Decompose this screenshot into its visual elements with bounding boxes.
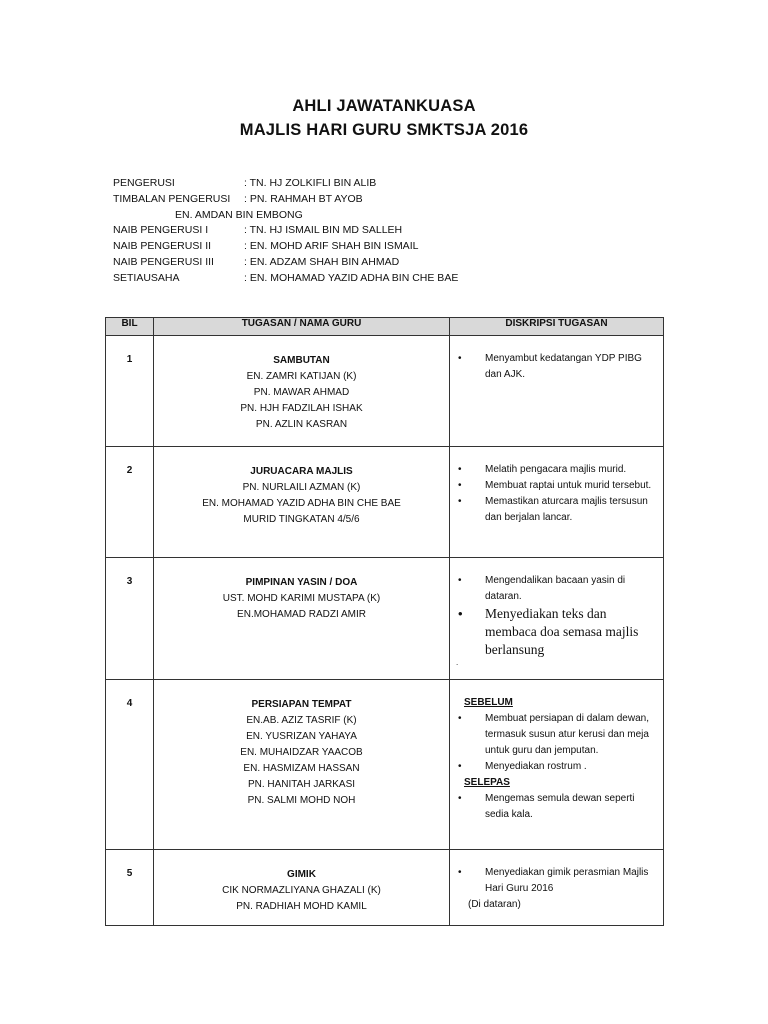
officer-name: : EN. MOHD ARIF SHAH BIN ISMAIL (244, 240, 419, 253)
description-bullet (456, 711, 659, 759)
bullet-icon: • (458, 496, 462, 507)
bullet-text: Menyediakan gimik perasmian Majlis Hari Guru 2016 (485, 867, 649, 894)
teacher-name: PN. RADHIAH MOHD KAMIL (236, 901, 367, 912)
row-number: 3 (106, 558, 154, 680)
row-number: 4 (106, 680, 154, 850)
teacher-name: EN.AB. AZIZ TASRIF (K) (246, 715, 357, 726)
trailing-mark: . (456, 658, 459, 667)
task-title: JURUACARA MAJLIS (250, 466, 353, 477)
bullet-icon: • (458, 761, 462, 772)
teacher-name: PN. NURLAILI AZMAN (K) (242, 482, 361, 493)
bullet-text: Membuat persiapan di dalam dewan, termasuk susun atur kerusi dan meja untuk guru dan jemputan. (485, 713, 649, 756)
description-cell (450, 447, 664, 558)
officer-list (113, 176, 458, 287)
description-bullet (456, 605, 659, 659)
officer-role: TIMBALAN PENGERUSI (113, 192, 231, 205)
task-cell (154, 447, 450, 558)
teacher-name: EN.MOHAMAD RADZI AMIR (237, 609, 366, 620)
officer-role: NAIB PENGERUSI II (113, 240, 212, 253)
officer-name: : EN. ADZAM SHAH BIN AHMAD (244, 255, 400, 268)
section-heading-before: SEBELUM (464, 697, 513, 708)
task-cell (154, 558, 450, 680)
officer-name: : TN. HJ ZOLKIFLI BIN ALIB (244, 177, 377, 189)
description-bullet (456, 478, 659, 494)
officer-role: NAIB PENGERUSI III (113, 255, 214, 268)
teacher-name: EN. HASMIZAM HASSAN (243, 763, 360, 774)
teacher-name: EN. MOHAMAD YAZID ADHA BIN CHE BAE (202, 498, 401, 509)
bullet-icon: • (458, 867, 462, 878)
table-row (106, 558, 664, 680)
description-bullet (456, 462, 659, 478)
table-row (106, 680, 664, 850)
officer-name: : PN. RAHMAH BT AYOB (244, 192, 363, 205)
duties-table (105, 317, 664, 926)
task-cell (154, 850, 450, 926)
description-cell (450, 558, 664, 680)
table-row (106, 447, 664, 558)
task-title: PIMPINAN YASIN / DOA (245, 577, 358, 588)
officer-role: PENGERUSI (113, 177, 175, 189)
task-title: SAMBUTAN (273, 355, 330, 366)
bullet-text: Mengemas semula dewan seperti sedia kala. (485, 793, 635, 820)
bullet-text: Melatih pengacara majlis murid. (485, 464, 627, 475)
bullet-icon: • (458, 793, 462, 804)
header-desc: DISKRIPSI TUGASAN (450, 318, 664, 336)
teacher-name: MURID TINGKATAN 4/5/6 (243, 514, 360, 525)
table-header-row (106, 318, 664, 336)
description-cell (450, 680, 664, 850)
bullet-icon: • (458, 480, 462, 491)
teacher-name: EN. ZAMRI KATIJAN (K) (246, 371, 357, 382)
bullet-text: Menyambut kedatangan YDP PIBG dan AJK. (485, 353, 642, 380)
bullet-icon: • (458, 464, 462, 475)
officer-row (113, 255, 458, 271)
description-bullet (456, 494, 659, 526)
row-number: 1 (106, 336, 154, 447)
row-number: 5 (106, 850, 154, 926)
bullet-icon: • (458, 575, 462, 586)
task-cell (154, 336, 450, 447)
officer-row (113, 271, 458, 287)
teacher-name: PN. HANITAH JARKASI (247, 779, 356, 790)
teacher-name: PN. HJH FADZILAH ISHAK (240, 403, 363, 414)
title-line-2: MAJLIS HARI GURU SMKTSJA 2016 (239, 121, 529, 139)
description-bullet (456, 351, 659, 383)
bullet-icon: • (458, 713, 462, 724)
task-title: PERSIAPAN TEMPAT (251, 699, 352, 710)
title-line-1: AHLI JAWATANKUASA (292, 97, 476, 115)
header-task: TUGASAN / NAMA GURU (154, 318, 450, 336)
officer-name: : EN. MOHAMAD YAZID ADHA BIN CHE BAE (244, 271, 459, 284)
description-cell (450, 850, 664, 926)
bullet-text: Menyediakan rostrum . (485, 761, 587, 772)
teacher-name: PN. MAWAR AHMAD (253, 387, 350, 398)
teacher-name: PN. SALMI MOHD NOH (247, 795, 356, 806)
teacher-name: CIK NORMAZLIYANA GHAZALI (K) (222, 885, 381, 896)
description-cell (450, 336, 664, 447)
bullet-icon: • (458, 606, 463, 621)
officer-continuation (113, 208, 458, 224)
teacher-name: EN. YUSRIZAN YAHAYA (246, 731, 357, 742)
officer-row (113, 223, 458, 239)
table-row (106, 850, 664, 926)
task-title: GIMIK (287, 869, 316, 880)
officer-row (113, 239, 458, 255)
bullet-text: Membuat raptai untuk murid tersebut. (485, 480, 652, 491)
section-heading-after: SELEPAS (464, 777, 510, 788)
header-bil: BIL (106, 318, 154, 336)
bullet-text: Mengendalikan bacaan yasin di dataran. (485, 575, 626, 602)
teacher-name: UST. MOHD KARIMI MUSTAPA (K) (222, 593, 381, 604)
description-bullet (456, 865, 659, 897)
description-bullet (456, 791, 659, 823)
teacher-name: EN. MUHAIDZAR YAACOB (240, 747, 363, 758)
officer-name: EN. AMDAN BIN EMBONG (175, 208, 303, 221)
officer-name: : TN. HJ ISMAIL BIN MD SALLEH (244, 224, 403, 237)
bullet-icon: • (458, 353, 462, 364)
officer-role: SETIAUSAHA (113, 271, 180, 284)
description-bullet (456, 573, 659, 605)
description-bullet (456, 759, 659, 775)
officer-role: NAIB PENGERUSI I (113, 224, 209, 237)
bullet-text: Menyediakan teks dan membaca doa semasa majlis berlansung (485, 606, 639, 657)
row-number: 2 (106, 447, 154, 558)
document-title (0, 94, 768, 142)
task-cell (154, 680, 450, 850)
location-note: (Di dataran) (468, 899, 521, 910)
teacher-name: PN. AZLIN KASRAN (255, 419, 348, 430)
officer-row (113, 192, 458, 208)
bullet-text: Memastikan aturcara majlis tersusun dan berjalan lancar. (485, 496, 648, 523)
table-row (106, 336, 664, 447)
officer-row (113, 176, 458, 192)
